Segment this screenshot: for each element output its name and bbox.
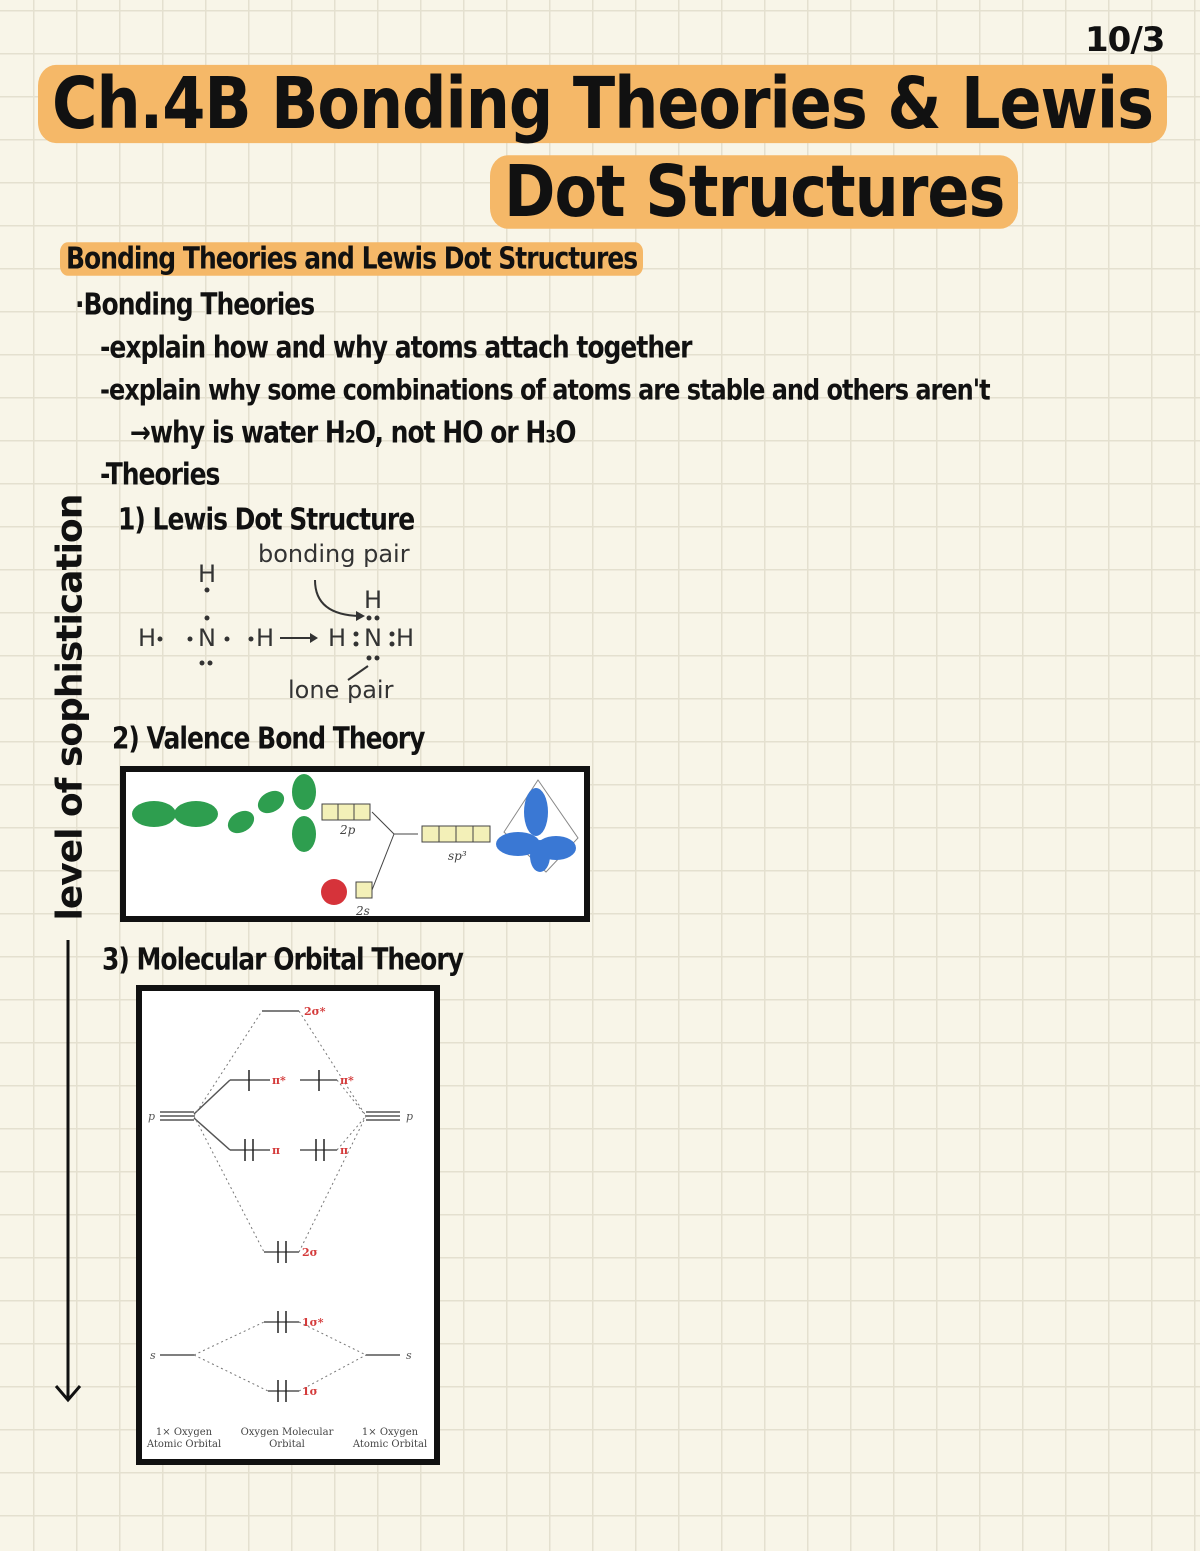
page-date: 10/3 xyxy=(1085,20,1165,60)
atom-h: H xyxy=(138,624,157,652)
electron-dots xyxy=(130,540,450,710)
col-label-left: 1× Oxygen Atomic Orbital xyxy=(146,1427,222,1450)
page-title-line2: Dot Structures xyxy=(490,155,1018,229)
s-label: s xyxy=(150,1349,156,1362)
p-label: p xyxy=(148,1110,156,1123)
valence-bond-figure xyxy=(120,766,590,922)
note-line: -explain how and why atoms attach together xyxy=(100,330,692,365)
note-line: →why is water H₂O, not HO or H₃O xyxy=(130,415,576,450)
page-title-line1: Ch.4B Bonding Theories & Lewis xyxy=(38,65,1167,143)
note-line: ·Bonding Theories xyxy=(75,287,315,322)
down-arrow-icon xyxy=(50,940,90,1410)
label-sp3: sp³ xyxy=(448,849,467,863)
mo-energy-diagram xyxy=(142,991,434,1459)
bonding-pair-label: bonding pair xyxy=(258,540,410,568)
mo-level-label: 1σ* xyxy=(302,1316,324,1329)
atom-n: N xyxy=(198,624,216,652)
mo-level-label: 2σ xyxy=(302,1246,318,1259)
mot-heading: 3) Molecular Orbital Theory xyxy=(102,942,463,977)
lewis-structure xyxy=(130,540,450,710)
mo-level-label: π* xyxy=(272,1074,286,1087)
mo-level-label: 2σ* xyxy=(304,1005,326,1018)
mo-level-label: π xyxy=(340,1144,349,1157)
mo-level-label: 1σ xyxy=(302,1385,318,1398)
side-label: level of sophistication xyxy=(49,494,91,921)
atom-h: H xyxy=(256,624,275,652)
note-line: 1) Lewis Dot Structure xyxy=(118,502,415,537)
label-2p: 2p xyxy=(340,823,356,837)
label-2s: 2s xyxy=(356,904,370,916)
orbital-hybridization-diagram xyxy=(126,772,584,916)
mo-level-label: π xyxy=(272,1144,281,1157)
mo-level-label: π* xyxy=(340,1074,354,1087)
atom-h: H xyxy=(328,624,347,652)
vbt-heading: 2) Valence Bond Theory xyxy=(112,721,425,756)
lone-pair-label: lone pair xyxy=(288,676,394,704)
note-line: -explain why some combinations of atoms are stable and others aren't xyxy=(100,373,990,407)
col-label-mid: Oxygen Molecular Orbital xyxy=(240,1427,334,1450)
p-label: p xyxy=(406,1110,414,1123)
note-line: -Theories xyxy=(100,457,220,492)
atom-n: N xyxy=(364,624,382,652)
s-label: s xyxy=(406,1349,412,1362)
electron-spin-arrows xyxy=(245,1070,324,1402)
section-heading: Bonding Theories and Lewis Dot Structures xyxy=(60,242,643,276)
atom-h: H xyxy=(364,586,383,614)
atom-h: H xyxy=(396,624,415,652)
col-label-right: 1× Oxygen Atomic Orbital xyxy=(352,1427,428,1450)
atom-h: H xyxy=(198,560,217,588)
molecular-orbital-figure xyxy=(136,985,440,1465)
